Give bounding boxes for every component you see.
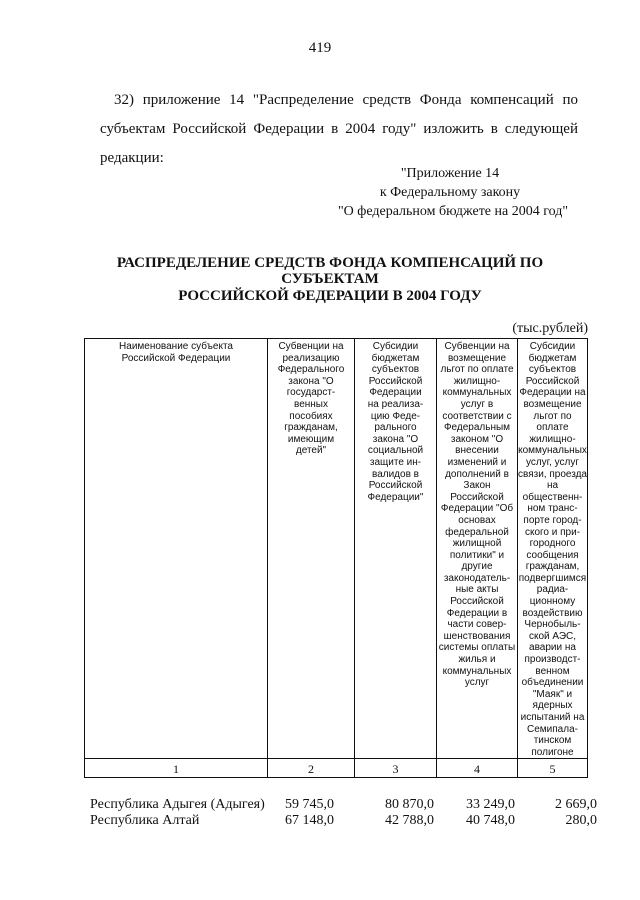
header-text-line: ционному [529, 596, 576, 608]
header-text-line: жилищной [452, 538, 502, 550]
header-text-line: Субвенции на [278, 341, 344, 352]
header-text-line: возмещение [523, 398, 582, 410]
distribution-table [84, 338, 588, 778]
cell-value: 42 788,0 [385, 813, 434, 828]
cell-value: 2 669,0 [555, 797, 597, 812]
column-number: 4 [474, 762, 480, 776]
header-text-line: Наименование субъекта [119, 341, 233, 352]
unit-label: (тыс.рублей) [512, 321, 588, 336]
header-text-line: Субсидии [529, 341, 576, 352]
header-text-line: коммунальных [518, 445, 587, 457]
header-text-line: бюджетам [528, 352, 577, 364]
header-text-line: жилищно- [453, 375, 501, 387]
header-text-line: венных [294, 398, 328, 410]
header-text-line: соответствии с [442, 410, 512, 422]
header-text-line: Российской [368, 480, 423, 492]
header-text-line: Российской [450, 596, 504, 608]
header-text-line: подвергшимся [518, 572, 587, 584]
header-text-line: другие [461, 561, 493, 573]
paragraph-line: редакции: [100, 150, 164, 166]
header-text-line: тинском [533, 735, 572, 747]
header-text-line: Российской Федерации [121, 352, 231, 364]
header-text-line: полигоне [531, 746, 574, 758]
column-number: 1 [173, 762, 179, 776]
page-number: 419 [308, 40, 332, 56]
cell-value: 40 748,0 [466, 813, 515, 828]
column-header-subsidies-disabled [355, 341, 436, 503]
header-text-line: Российской [368, 375, 423, 387]
column-header-region [85, 341, 267, 364]
header-text-line: жилья и [458, 654, 496, 666]
column-header-subventions-child-benefits [268, 341, 354, 457]
header-text-line: объединении [521, 677, 584, 689]
header-text-line: изменений и [447, 456, 507, 468]
header-text-line: пособиях [289, 410, 333, 422]
table-col-line [84, 338, 85, 778]
header-text-line: льгот по оплате [533, 410, 572, 434]
header-text-line: "Маяк" и [532, 688, 573, 700]
header-text-line: системы оплаты [438, 642, 516, 654]
header-text-line: субъектов [371, 364, 420, 376]
header-text-line: связи, проезда [518, 468, 587, 480]
region-name: Республика Алтай [90, 813, 200, 828]
header-text-line: услуг в [460, 398, 494, 410]
appendix-header-line: "О федеральном бюджете на 2004 год" [337, 204, 569, 219]
header-text-line: закона "О [288, 375, 334, 387]
header-text-line: Чернобыль- [524, 619, 581, 631]
header-text-line: дополнений в [445, 468, 509, 480]
header-text-line: городного [529, 538, 576, 550]
header-text-line: реализацию [282, 352, 340, 364]
header-text-line: коммунальных [442, 387, 512, 399]
header-text-line: аварии на [529, 642, 576, 654]
header-text-line: жилищно- [529, 433, 576, 445]
cell-value: 80 870,0 [385, 797, 434, 812]
header-text-line: федеральной [445, 526, 509, 538]
paragraph-line: 32) приложение 14 "Распределение средств Фонда компенсаций по [114, 92, 578, 108]
header-text-line: Федерации "Об [440, 503, 514, 515]
header-text-line: цию Феде- [370, 410, 421, 422]
appendix-header-line: "Приложение 14 [400, 166, 500, 181]
header-text-line: защите ин- [369, 456, 422, 468]
region-name: Республика Адыгея (Адыгея) [90, 797, 265, 812]
header-text-line: внесении [455, 445, 499, 457]
header-text-line: законом "О [450, 433, 504, 445]
header-text-line: имеющим [287, 433, 335, 445]
header-text-line: Федерального [277, 364, 345, 376]
header-text-line: гражданам, [525, 561, 580, 573]
paragraph-line: субъектам Российской Федерации в 2004 году" изложить в следующей [100, 121, 578, 137]
header-text-line: гражданам, [284, 422, 338, 434]
document-title-line: СУБЪЕКТАМ [281, 271, 379, 287]
header-text-line: части совер- [447, 619, 507, 631]
table-col-line [587, 338, 588, 778]
header-text-line: ского и при- [524, 526, 581, 538]
appendix-header-line: к Федеральному закону [379, 185, 521, 200]
cell-value: 33 249,0 [466, 797, 515, 812]
header-text-line: социальной [367, 445, 424, 457]
header-text-line: льгот по оплате [440, 364, 514, 376]
column-number: 5 [549, 762, 556, 776]
header-text-line: валидов в [372, 468, 419, 480]
column-number: 2 [308, 762, 314, 776]
header-text-line: законодатель- [443, 572, 511, 584]
header-text-line: закона "О [372, 433, 419, 445]
document-title-line: РОССИЙСКОЙ ФЕДЕРАЦИИ В 2004 ГОДУ [178, 288, 482, 304]
header-text-line: Федеральным [443, 422, 511, 434]
header-text-line: ской АЭС, [528, 630, 577, 642]
header-text-line: на общественн- [522, 480, 583, 503]
cell-value: 67 148,0 [285, 813, 334, 828]
header-text-line: Закон [463, 480, 491, 492]
header-text-line: Федерации на [519, 387, 586, 399]
header-text-line: воздействию [522, 607, 583, 619]
header-text-line: услуг, услуг [525, 456, 580, 468]
header-text-line: радиа- [536, 584, 569, 596]
header-text-line: Субсидии [372, 341, 419, 352]
header-text-line: ные акты [455, 584, 499, 596]
header-text-line: бюджетам [371, 352, 420, 364]
header-text-line: Семипала- [527, 723, 578, 735]
header-text-line: Российской [525, 375, 580, 387]
header-text-line: Российской [450, 491, 504, 503]
table-header-divider [84, 758, 588, 759]
document-title-line: РАСПРЕДЕЛЕНИЕ СРЕДСТВ ФОНДА КОМПЕНСАЦИЙ ПО [116, 255, 544, 271]
header-text-line: венном [535, 665, 570, 677]
column-header-subsidies-radiation [518, 341, 587, 758]
header-text-line: ядерных [532, 700, 573, 712]
header-text-line: Федерации [369, 387, 422, 399]
column-number: 3 [392, 762, 399, 776]
header-text-line: политики" и [449, 549, 505, 561]
header-text-line: основах [458, 514, 496, 526]
header-text-line: Федерации в [446, 607, 508, 619]
header-text-line: производст- [524, 654, 581, 666]
header-text-line: рального [374, 422, 417, 434]
header-text-line: сообщения [526, 549, 579, 561]
header-text-line: на реализа- [367, 398, 424, 410]
header-text-line: Федерации" [367, 491, 424, 503]
header-text-line: Субвенции на [444, 341, 510, 352]
header-text-line: государст- [286, 387, 336, 399]
header-text-line: детей" [295, 445, 327, 457]
table-border-top [84, 338, 588, 339]
table-border-bottom [84, 777, 588, 778]
header-text-line: шенствования [443, 630, 511, 642]
cell-value: 280,0 [565, 813, 597, 828]
header-text-line: порте город- [523, 514, 582, 526]
header-text-line: возмещение [447, 352, 507, 364]
header-text-line: услуг [464, 677, 490, 689]
header-text-line: ном транс- [527, 503, 578, 515]
cell-value: 59 745,0 [285, 797, 334, 812]
header-text-line: субъектов [528, 364, 577, 376]
header-text-line: коммунальных [442, 665, 512, 677]
column-header-subventions-housing [437, 341, 517, 689]
header-text-line: испытаний на [520, 712, 585, 723]
